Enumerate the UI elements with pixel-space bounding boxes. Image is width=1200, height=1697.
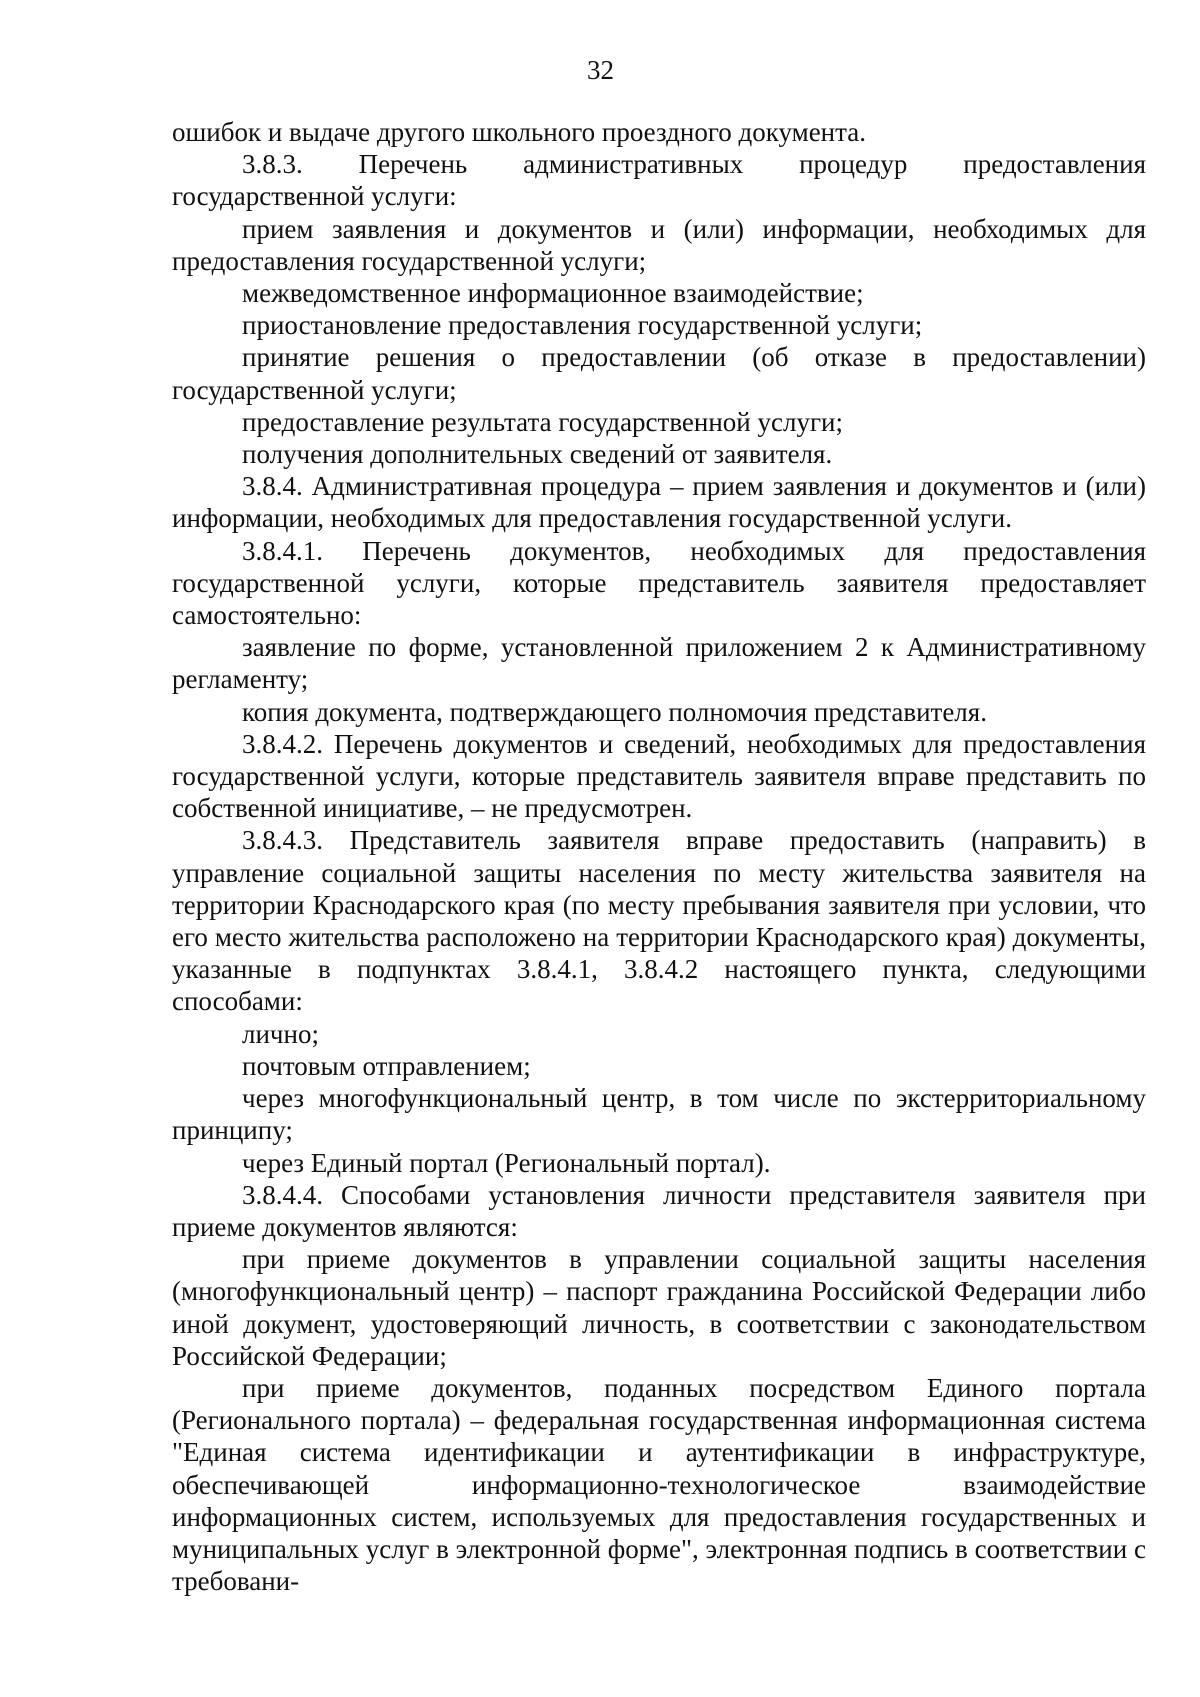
paragraph: получения дополнительных сведений от заявителя. — [242, 439, 833, 470]
paragraph: ошибок и выдаче другого школьного проездного документа. — [172, 117, 866, 147]
paragraph: при приеме документов в управлении социальной защиты населения (многофункциональный центр) – паспорт гражданина Российской Федерации либо иной документ, удостоверяющий личность, в соответствии с законодательством Российской Федерации; — [172, 1244, 1146, 1371]
paragraph: через многофункциональный центр, в том числе по экстерриториальному принципу; — [172, 1083, 1146, 1146]
paragraph: предоставление результата государственной услуги; — [242, 406, 843, 437]
page-number: 32 — [587, 55, 614, 85]
paragraph: заявление по форме, установленной приложением 2 к Административному регламенту; — [172, 632, 1146, 695]
paragraph: при приеме документов, поданных посредством Единого портала (Регионального портала) – федеральная государственная информационная система "Единая система идентификации и аутентификации в инфраструктуре, обеспечивающей информационно-технологическое взаимодействие информационных систем, используемых для предоставления государственных и муниципальных услуг в электронной форме", электронная подпись в соответствии с требовани- — [172, 1372, 1146, 1597]
paragraph: 3.8.4. Административная процедура – прием заявления и документов и (или) информации, необходимых для предоставления государственной услуги. — [172, 471, 1146, 534]
paragraph: через Единый портал (Региональный портал). — [242, 1147, 771, 1178]
paragraph: 3.8.4.3. Представитель заявителя вправе предоставить (направить) в управление социальной защиты населения по месту жительства заявителя на территории Краснодарского края (по месту пребывания заявителя при условии, что его место жительства расположено на территории Краснодарского края) документы, указанные в подпунктах 3.8.4.1, 3.8.4.2 настоящего пункта, следующими способами: — [172, 825, 1146, 1017]
paragraph: лично; — [242, 1018, 319, 1049]
paragraph: межведомственное информационное взаимодействие; — [242, 278, 864, 309]
document-body — [172, 116, 1146, 1597]
paragraph: 3.8.4.1. Перечень документов, необходимых для предоставления государственной услуги, которые представитель заявителя предоставляет самостоятельно: — [172, 535, 1146, 631]
paragraph: почтовым отправлением; — [242, 1050, 531, 1081]
paragraph: 3.8.4.2. Перечень документов и сведений, необходимых для предоставления государственной услуги, которые представитель заявителя вправе представить по собственной инициативе, – не предусмотрен. — [172, 728, 1146, 824]
paragraph: 3.8.4.4. Способами установления личности представителя заявителя при приеме документов являются: — [172, 1179, 1146, 1242]
paragraph: прием заявления и документов и (или) информации, необходимых для предоставления государственной услуги; — [172, 213, 1146, 276]
paragraph: приостановление предоставления государственной услуги; — [242, 310, 923, 341]
paragraph: 3.8.3. Перечень административных процедур предоставления государственной услуги: — [172, 149, 1146, 212]
paragraph: копия документа, подтверждающего полномочия представителя. — [242, 696, 987, 727]
paragraph: принятие решения о предоставлении (об отказе в предоставлении) государственной услуги; — [172, 342, 1146, 405]
